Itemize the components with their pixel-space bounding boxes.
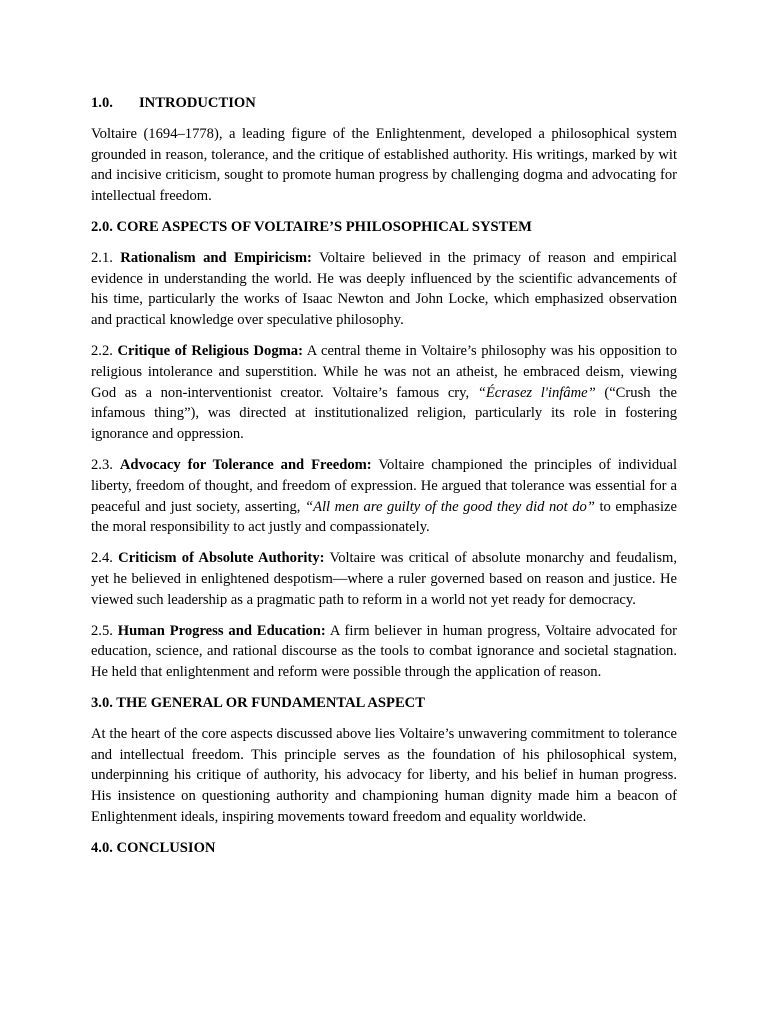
item-quote: “All men are guilty of the good they did not do”: [304, 498, 595, 515]
section-heading-conclusion: 4.0. CONCLUSION: [91, 839, 216, 856]
core-item-rationalism: [91, 248, 677, 331]
section-title: INTRODUCTION: [139, 95, 256, 111]
core-item-religious-dogma: [91, 341, 677, 445]
item-number: 2.4.: [91, 550, 113, 567]
core-item-human-progress: [91, 621, 677, 683]
section-heading-general-aspect: 3.0. THE GENERAL OR FUNDAMENTAL ASPECT: [91, 694, 425, 711]
item-quote: “Écrasez l'infâme”: [477, 384, 596, 401]
item-text-after: (“Crush the infamous thing”), was directed at institutionalized religion, particularly its role in fostering ignorance and oppression.: [91, 384, 677, 443]
item-text-after: to emphasize the moral responsibility to act justly and compassionately.: [91, 498, 677, 536]
core-item-absolute-authority: [91, 548, 677, 610]
item-text: A firm believer in human progress, Voltaire advocated for education, science, and rational discourse as the tools to combat ignorance and societal stagnation. He held that enlightenment and reform were possible through the application of reason.: [91, 622, 677, 681]
item-title: Critique of Religious Dogma:: [117, 342, 303, 359]
item-text: Voltaire believed in the primacy of reason and empirical evidence in understanding the world. He was deeply influenced by the scientific advancements of his time, particularly the works of Isaac Newton and John Locke, which emphasized observation and practical knowledge over speculative philosophy.: [91, 249, 677, 329]
document-page: [91, 93, 677, 869]
item-title: Criticism of Absolute Authority:: [118, 550, 325, 567]
item-number: 2.1.: [91, 249, 113, 266]
item-number: 2.5.: [91, 622, 113, 639]
section-heading-introduction: [91, 93, 677, 114]
general-paragraph: At the heart of the core aspects discussed above lies Voltaire’s unwavering commitment to tolerance and intellectual freedom. This principle serves as the foundation of his philosophical system, underpinning his critique of authority, his advocacy for liberty, and his belief in human progress. His insistence on questioning authority and championing human dignity made him a beacon of Enlightenment ideals, inspiring movements toward freedom and equality worldwide.: [91, 725, 677, 825]
item-number: 2.3.: [91, 456, 113, 473]
item-text: A central theme in Voltaire’s philosophy was his opposition to religious intolerance and superstition. While he was not an atheist, he embraced deism, viewing God as a non-interventionist creator. Voltaire’s famous cry,: [91, 342, 677, 401]
core-item-tolerance: [91, 455, 677, 538]
section-heading-core-aspects: 2.0. CORE ASPECTS OF VOLTAIRE’S PHILOSOPHICAL SYSTEM: [91, 218, 532, 235]
item-title: Advocacy for Tolerance and Freedom:: [119, 456, 372, 473]
item-number: 2.2.: [91, 342, 113, 359]
item-text: Voltaire was critical of absolute monarchy and feudalism, yet he believed in enlightened despotism—where a ruler governed based on reason and justice. He viewed such leadership as a pragmatic path to reform in a world not yet ready for democracy.: [91, 550, 677, 608]
section-number: 1.0.: [91, 95, 113, 111]
item-title: Human Progress and Education:: [117, 622, 326, 639]
item-text: Voltaire championed the principles of individual liberty, freedom of thought, and freedom of expression. He argued that tolerance was essential for a peaceful and just society, asserting,: [91, 456, 678, 515]
item-title: Rationalism and Empiricism:: [120, 249, 312, 266]
intro-paragraph: Voltaire (1694–1778), a leading figure of the Enlightenment, developed a philosophical system grounded in reason, tolerance, and the critique of established authority. His writings, marked by wit and incisive criticism, sought to promote human progress by challenging dogma and advocating for intellectual freedom.: [91, 125, 677, 205]
